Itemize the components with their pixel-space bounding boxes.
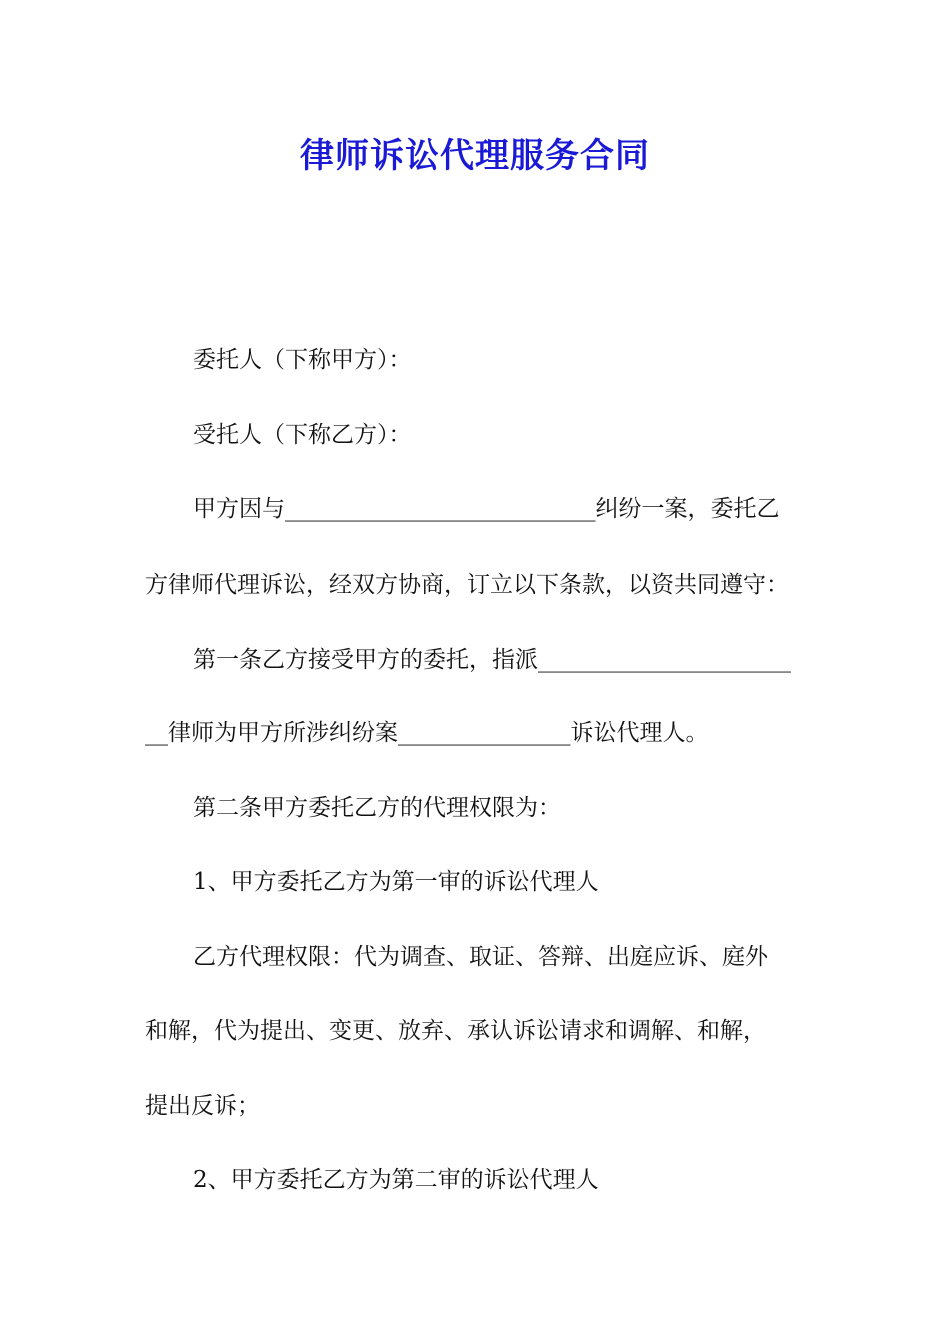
list-item: 1、甲方委托乙方为第一审的诉讼代理人 bbox=[193, 869, 599, 895]
paragraph-line: 提出反诉； bbox=[145, 1093, 260, 1119]
principal-line: 委托人（下称甲方）： bbox=[193, 347, 412, 373]
paragraph-line: 甲方因与___________________________纠纷一案，委托乙 bbox=[193, 496, 780, 522]
paragraph-line: 方律师代理诉讼，经双方协商，订立以下条款，以资共同遵守： bbox=[145, 572, 789, 598]
paragraph-line: 乙方代理权限：代为调查、取证、答辩、出庭应诉、庭外 bbox=[193, 944, 768, 970]
paragraph-line: __律师为甲方所涉纠纷案_______________诉讼代理人。 bbox=[145, 720, 709, 746]
article-one-line: 第一条乙方接受甲方的委托，指派______________________ bbox=[193, 647, 791, 673]
article-two-line: 第二条甲方委托乙方的代理权限为： bbox=[193, 795, 561, 821]
agent-line: 受托人（下称乙方）： bbox=[193, 422, 412, 448]
list-item: 2、甲方委托乙方为第二审的诉讼代理人 bbox=[193, 1167, 599, 1193]
paragraph-line: 和解，代为提出、变更、放弃、承认诉讼请求和调解、和解， bbox=[145, 1018, 766, 1044]
document-title: 律师诉讼代理服务合同 bbox=[300, 136, 650, 176]
